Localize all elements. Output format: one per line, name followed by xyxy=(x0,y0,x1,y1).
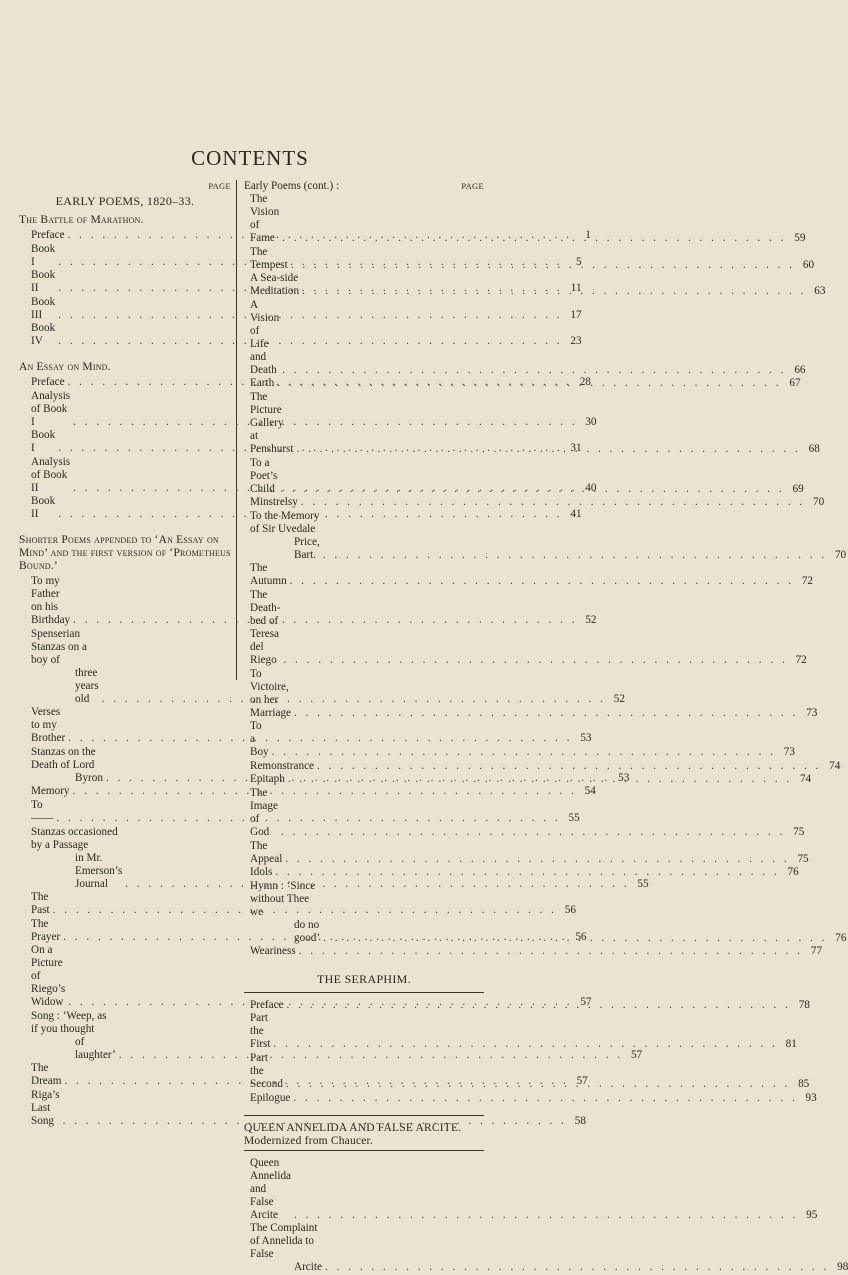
right-column-header xyxy=(244,180,484,193)
toc-entry-page: 81 xyxy=(785,1038,797,1051)
annelida-rule xyxy=(244,1115,484,1116)
toc-entry-title-line: Epitaph xyxy=(250,773,285,786)
dot-leader xyxy=(283,654,787,667)
seraphim-heading: THE SERAPHIM. xyxy=(317,971,411,986)
toc-entry-title xyxy=(31,799,53,825)
toc-entry-title-line: Idols xyxy=(250,866,273,879)
toc-entry-title-line: Verses to my Brother xyxy=(31,706,66,745)
toc-entry-title xyxy=(250,880,320,945)
toc-entry xyxy=(244,496,825,509)
toc-entry-page: 98 xyxy=(837,1261,848,1274)
left-column-heading: EARLY POEMS, 1820–33. xyxy=(55,194,195,208)
toc-entry-page: 93 xyxy=(805,1091,817,1104)
dot-leader xyxy=(282,232,786,245)
dot-leader xyxy=(272,746,776,759)
toc-entry-page: 28 xyxy=(579,375,591,388)
toc-entry-title xyxy=(250,1092,290,1105)
dot-leader xyxy=(285,853,789,866)
toc-entry-title xyxy=(31,1062,61,1088)
toc-entry-page: 72 xyxy=(795,653,807,666)
toc-entry xyxy=(244,1091,817,1105)
toc-entry-title xyxy=(250,299,279,377)
toc-entry-title xyxy=(250,1222,322,1274)
toc-entry-title-line: Spenserian Stanzas on a boy of xyxy=(31,627,87,666)
toc-entry-page: 76 xyxy=(835,931,847,944)
seraphim-rule xyxy=(244,992,484,993)
dot-leader xyxy=(293,1092,797,1105)
toc-entry-title xyxy=(31,429,55,455)
toc-entry-title-line: The Tempest xyxy=(250,245,288,271)
toc-entry-page: 54 xyxy=(584,785,596,798)
toc-entry-title-line: Hymn : ‘Since without Thee we xyxy=(250,879,316,918)
toc-entry-page: 69 xyxy=(792,482,804,495)
toc-entry-title xyxy=(250,377,274,390)
toc-entry-title xyxy=(250,193,279,245)
toc-entry xyxy=(244,1156,818,1222)
toc-entry-page: 23 xyxy=(570,335,582,348)
toc-entry-title-line: To a Boy xyxy=(250,720,269,759)
toc-entry-title-line: Earth xyxy=(250,377,275,390)
toc-entry-title-line: Book I xyxy=(31,242,56,268)
toc-entry-title xyxy=(31,456,70,495)
toc-entry-title-line: Weariness xyxy=(250,945,296,958)
toc-entry-page: 76 xyxy=(787,866,799,879)
toc-entry-title-line: Book III xyxy=(31,295,56,321)
toc-entry-title-line: To the Memory of Sir Uvedale xyxy=(250,509,320,535)
toc-entry-title xyxy=(250,510,320,562)
toc-entry-title xyxy=(31,243,55,269)
dot-leader xyxy=(317,760,821,773)
dot-leader xyxy=(288,773,792,786)
toc-entry-page: 55 xyxy=(568,811,580,824)
toc-entry-page: 60 xyxy=(802,258,815,271)
toc-entry-title-continuation: do no good’ xyxy=(294,918,321,944)
toc-entry-title-continuation: Byron xyxy=(75,771,103,784)
toc-entry-title-line: The Prayer xyxy=(31,917,61,943)
dot-leader xyxy=(287,999,791,1012)
toc-entry-page: 73 xyxy=(806,706,818,719)
toc-entry-title-line: Epilogue xyxy=(250,1091,291,1104)
toc-entry-page: 40 xyxy=(585,481,597,494)
toc-entry-page: 52 xyxy=(613,692,625,705)
toc-entry-page: 85 xyxy=(798,1078,810,1091)
toc-entry-title-line: Analysis of Book II xyxy=(31,455,71,494)
toc-entry-title xyxy=(250,496,298,509)
toc-entry-title-line: Remonstrance xyxy=(250,759,314,772)
toc-entry-title-line: Queen Annelida and False Arcite xyxy=(250,1156,292,1221)
toc-entry-page: 41 xyxy=(570,508,582,521)
toc-entry-title-line: To my Father on his Birthday xyxy=(31,574,71,626)
toc-entry-title-line: Book IV xyxy=(31,322,56,348)
annelida-entries xyxy=(244,1156,848,1275)
toc-entry-title-line: A Vision of Life and Death xyxy=(250,298,280,376)
toc-entry-title-line: Song : ‘Weep, as if you thought xyxy=(31,1009,107,1035)
dot-leader xyxy=(281,826,785,839)
dot-leader xyxy=(299,945,803,958)
toc-entry-title xyxy=(31,891,50,917)
toc-entry-title xyxy=(250,999,284,1012)
toc-entry-page: 75 xyxy=(797,852,809,865)
toc-entry-page: 53 xyxy=(618,771,630,784)
dot-leader xyxy=(282,364,786,377)
toc-entry-page: 5 xyxy=(575,255,582,268)
dot-leader xyxy=(291,259,795,272)
toc-entry-title-line: Part the First xyxy=(250,1012,271,1051)
toc-entry-title xyxy=(250,668,291,720)
toc-entry xyxy=(244,759,841,773)
toc-entry-title-line: Analysis of Book I xyxy=(31,389,71,428)
toc-entry-page: 1 xyxy=(585,229,591,241)
toc-entry-title xyxy=(250,840,282,866)
toc-entry-page: 72 xyxy=(801,575,813,588)
toc-entry-page: 52 xyxy=(585,613,597,626)
toc-entry-title-line: The Past xyxy=(31,891,50,917)
toc-entry-page: 17 xyxy=(570,308,582,321)
toc-entry-page: 70 xyxy=(834,548,847,561)
toc-entry-title xyxy=(31,746,103,785)
toc-entry-title-continuation: Arcite xyxy=(294,1261,322,1274)
toc-entry-title xyxy=(250,457,277,496)
toc-entry-page: 59 xyxy=(794,232,806,244)
toc-entry-page: 67 xyxy=(789,377,801,390)
toc-entry-page: 63 xyxy=(814,285,826,298)
page-label-left: PAGE xyxy=(208,181,231,191)
dot-leader xyxy=(301,496,805,509)
toc-entry-title xyxy=(250,391,294,456)
toc-entry-title-line: The Vision of Fame xyxy=(250,193,280,244)
page-title: CONTENTS xyxy=(191,146,309,170)
toc-entry-title xyxy=(31,575,70,627)
toc-entry xyxy=(244,193,806,245)
toc-entry-title-continuation: of laughter’ xyxy=(75,1035,116,1061)
dot-leader xyxy=(280,483,784,496)
toc-entry-page: 73 xyxy=(783,746,795,759)
dot-leader xyxy=(325,1261,829,1274)
toc-entry-title-line: Preface xyxy=(31,229,65,241)
toc-entry-title-line: Book II xyxy=(31,269,56,295)
toc-entry xyxy=(19,322,582,348)
toc-entry-title xyxy=(31,495,55,521)
toc-entry-title xyxy=(31,269,55,295)
toc-entry xyxy=(19,295,582,322)
toc-entry-title-line: The Dream xyxy=(31,1062,62,1088)
toc-entry-page: 57 xyxy=(580,996,592,1009)
toc-entry-title-line: Stanzas occasioned by a Passage xyxy=(31,825,118,851)
toc-entry-title-line: The Autumn xyxy=(250,562,287,588)
toc-entry-page: 70 xyxy=(813,496,825,509)
toc-entry-title-line: Preface xyxy=(31,375,65,388)
toc-entry-title xyxy=(31,376,65,389)
toc-entry-title-line: Part the Second xyxy=(250,1052,283,1091)
toc-entry-title xyxy=(250,720,269,759)
toc-entry-title-line: Stanzas on the Death of Lord xyxy=(31,745,96,771)
section-heading: The Battle of Marathon. xyxy=(19,214,144,226)
dot-leader xyxy=(302,285,806,298)
toc-entry-title-continuation: three years old xyxy=(75,666,99,705)
toc-entry-page: 78 xyxy=(798,998,810,1011)
toc-entry-title xyxy=(250,1157,291,1222)
toc-entry-page: 57 xyxy=(576,1075,588,1088)
toc-entry-page: 74 xyxy=(799,773,812,786)
toc-entry-page: 57 xyxy=(630,1048,643,1061)
toc-entry-page: 77 xyxy=(810,945,823,958)
toc-entry-title-line: On a Picture of Riego’s Widow xyxy=(31,944,66,1009)
annelida-heading xyxy=(244,1122,484,1148)
toc-entry-page: 56 xyxy=(564,904,576,917)
toc-entry-page: 30 xyxy=(585,415,597,428)
toc-entry-title xyxy=(250,589,280,667)
toc-entry-page: 56 xyxy=(575,930,587,943)
toc-entry-title-line: To a Poet’s Child xyxy=(250,456,278,495)
dot-leader xyxy=(277,377,781,390)
toc-entry-title xyxy=(31,296,55,322)
toc-entry-title xyxy=(31,826,122,891)
dot-leader xyxy=(323,549,827,562)
annelida-title: QUEEN ANNELIDA AND FALSE ARCITE. xyxy=(244,1121,462,1134)
toc-entry xyxy=(244,839,809,866)
toc-entry-title xyxy=(31,390,70,429)
toc-entry-page: 53 xyxy=(580,732,592,745)
toc-entry-title xyxy=(31,918,60,944)
toc-entry xyxy=(19,429,582,455)
toc-entry-title xyxy=(31,628,99,706)
toc-entry-title xyxy=(250,760,314,773)
dot-leader xyxy=(323,932,827,945)
toc-entry-title xyxy=(250,773,285,786)
right-column-heading: Early Poems (cont.) : xyxy=(244,180,340,192)
toc-entry-title-line: To Victoire, on her Marriage xyxy=(250,667,291,719)
toc-entry-title xyxy=(31,322,55,348)
toc-entry-title xyxy=(250,945,296,958)
toc-entry-title-line: To —— xyxy=(31,798,54,824)
dot-leader xyxy=(275,866,779,879)
toc-entry-title-line: The Death-bed of Teresa del Riego xyxy=(250,588,281,666)
toc-entry-title-line: Riga’s Last Song xyxy=(31,1089,60,1128)
dot-leader xyxy=(297,443,801,456)
toc-entry-title-continuation: Price, Bart. xyxy=(294,535,320,561)
toc-entry-title xyxy=(31,944,65,1009)
toc-entry-title-line: Book II xyxy=(31,495,56,521)
toc-entry-title-line: The Complaint of Annelida to False xyxy=(250,1222,318,1261)
page-label-right: PAGE xyxy=(461,181,484,191)
toc-entry-page: 74 xyxy=(829,759,841,772)
toc-entry-page: 31 xyxy=(570,442,582,455)
dot-leader xyxy=(294,1209,798,1222)
toc-entry-title xyxy=(31,1010,116,1062)
toc-entry-page: 66 xyxy=(794,363,806,376)
toc-entry-title xyxy=(250,787,278,839)
toc-entry-title xyxy=(31,1089,60,1128)
toc-entry-title-line: A Sea-side Meditation xyxy=(250,272,300,298)
toc-entry-title-line: Book I xyxy=(31,429,56,455)
annelida-rule-2 xyxy=(244,1150,484,1151)
toc-entry-title xyxy=(250,562,287,588)
toc-entry-title-line: The Picture Gallery at Penshurst xyxy=(250,390,294,455)
section-heading: An Essay on Mind. xyxy=(19,360,111,373)
toc-entry-title-line: The Appeal xyxy=(250,839,283,865)
toc-entry-page: 68 xyxy=(808,442,820,455)
toc-entry-title xyxy=(31,229,65,242)
toc-entry xyxy=(19,229,591,242)
toc-entry-title-line: The Image of God xyxy=(250,786,278,838)
toc-entry-page: 11 xyxy=(570,282,582,295)
section-heading: Shorter Poems appended to ‘An Essay on Mind’ and the first version of ‘Prometheus Bound.’ xyxy=(19,533,231,572)
toc-entry-title xyxy=(250,272,299,298)
toc-entry-title-line: Memory xyxy=(31,785,70,798)
toc-entry xyxy=(244,562,813,588)
toc-entry-title xyxy=(250,866,272,879)
toc-entry-title xyxy=(31,785,70,798)
toc-entry-title xyxy=(250,246,288,272)
toc-entry xyxy=(244,245,815,272)
annelida-subtitle: Modernized from Chaucer. xyxy=(244,1134,374,1147)
toc-entry-title-line: Minstrelsy xyxy=(250,496,298,509)
toc-entry xyxy=(19,785,596,798)
toc-entry-page: 75 xyxy=(793,825,805,838)
toc-entry-title xyxy=(31,706,65,745)
toc-entry-title xyxy=(250,1012,271,1051)
dot-leader xyxy=(290,575,794,588)
toc-entry xyxy=(244,1012,797,1051)
dot-leader xyxy=(294,707,798,720)
toc-entry-page: 55 xyxy=(637,877,649,890)
toc-entry-page: 58 xyxy=(574,1115,586,1128)
toc-entry-title xyxy=(250,1052,283,1091)
toc-entry-page: 95 xyxy=(806,1208,818,1221)
toc-entry xyxy=(244,866,799,879)
toc-entry-title-line: Preface xyxy=(250,998,284,1011)
toc-entry xyxy=(244,945,823,958)
toc-entry-title-continuation: in Mr. Emerson’s Journal xyxy=(75,851,123,890)
toc-entry xyxy=(244,1222,848,1274)
dot-leader xyxy=(286,1078,790,1091)
dot-leader xyxy=(274,1038,778,1051)
